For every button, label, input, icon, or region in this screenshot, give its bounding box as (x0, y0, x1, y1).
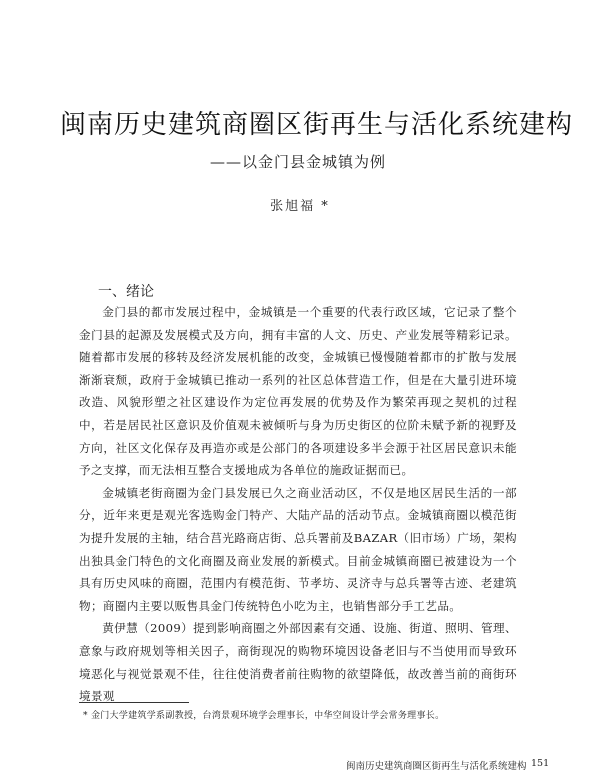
body-text (79, 301, 517, 708)
article-title: 闽南历史建筑商圈区街再生与活化系统建构 (60, 110, 574, 140)
paragraph-1: 金门县的都市发展过程中，金城镇是一个重要的代表行政区域，它记录了整个金门县的起源及发展模式及方向，拥有丰富的人文、历史、产业发展等精彩记录。随着都市发展的移转及经济发展机能的改变，金城镇已慢慢随着都市的扩散与发展渐渐衰颓，政府于金城镇已推动一系列的社区总体营造工作，但是在大量引进环境改造、风貌形塑之社区建设作为定位再发展的优势及作为繁荣再现之契机的过程中，若是居民社区意识及价值观未被倾听与身为历史街区的位阶未赋予新的视野及方向，社区文化保存及再造亦或是公部门的各项建设多半会源于社区居民意识未能予之支撑，而无法相互整合支援地成为各单位的施政证据而已。 (79, 305, 517, 478)
section-heading-introduction: 一、绪论 (98, 284, 154, 300)
paragraph-3: 黄伊慧（2009）提到影响商圈之外部因素有交通、设施、街道、照明、管理、意象与政府规划等相关因子，商街现况的购物环境因设备老旧与不当使用而导致环境恶化与视觉景观不佳，往往使消费者前往购物的欲望降低，故改善当前的商街环境景观 (79, 621, 517, 704)
article-author: 张旭福 * (270, 199, 330, 214)
paragraph-2: 金城镇老街商圈为金门县发展已久之商业活动区，不仅是地区居民生活的一部分，近年来更是观光客选购金门特产、大陆产品的活动节点。金城镇商圈以模范街为提升发展的主轴，结合莒光路商店街、总兵署前及BAZAR（旧市场）广场，架构出独具金门特色的文化商圈及商业发展的新模式。目前金城镇商圈已被建设为一个具有历史风味的商圈，范围内有模范街、节孝坊、灵济寺与总兵署等古迹、老建筑物；商圈内主要以贩售具金门传统特色小吃为主，也销售部分手工艺品。 (79, 485, 517, 613)
article-subtitle: ——以金门县金城镇为例 (210, 153, 387, 171)
page-number: 151 (531, 758, 550, 769)
footnote-divider (79, 702, 189, 703)
running-footer-title: 闽南历史建筑商圈区街再生与活化系统建构 (346, 761, 527, 772)
author-footnote: * 金门大学建筑学系副教授，台湾景观环境学会理事长，中华空间设计学会常务理事长。 (83, 711, 445, 721)
